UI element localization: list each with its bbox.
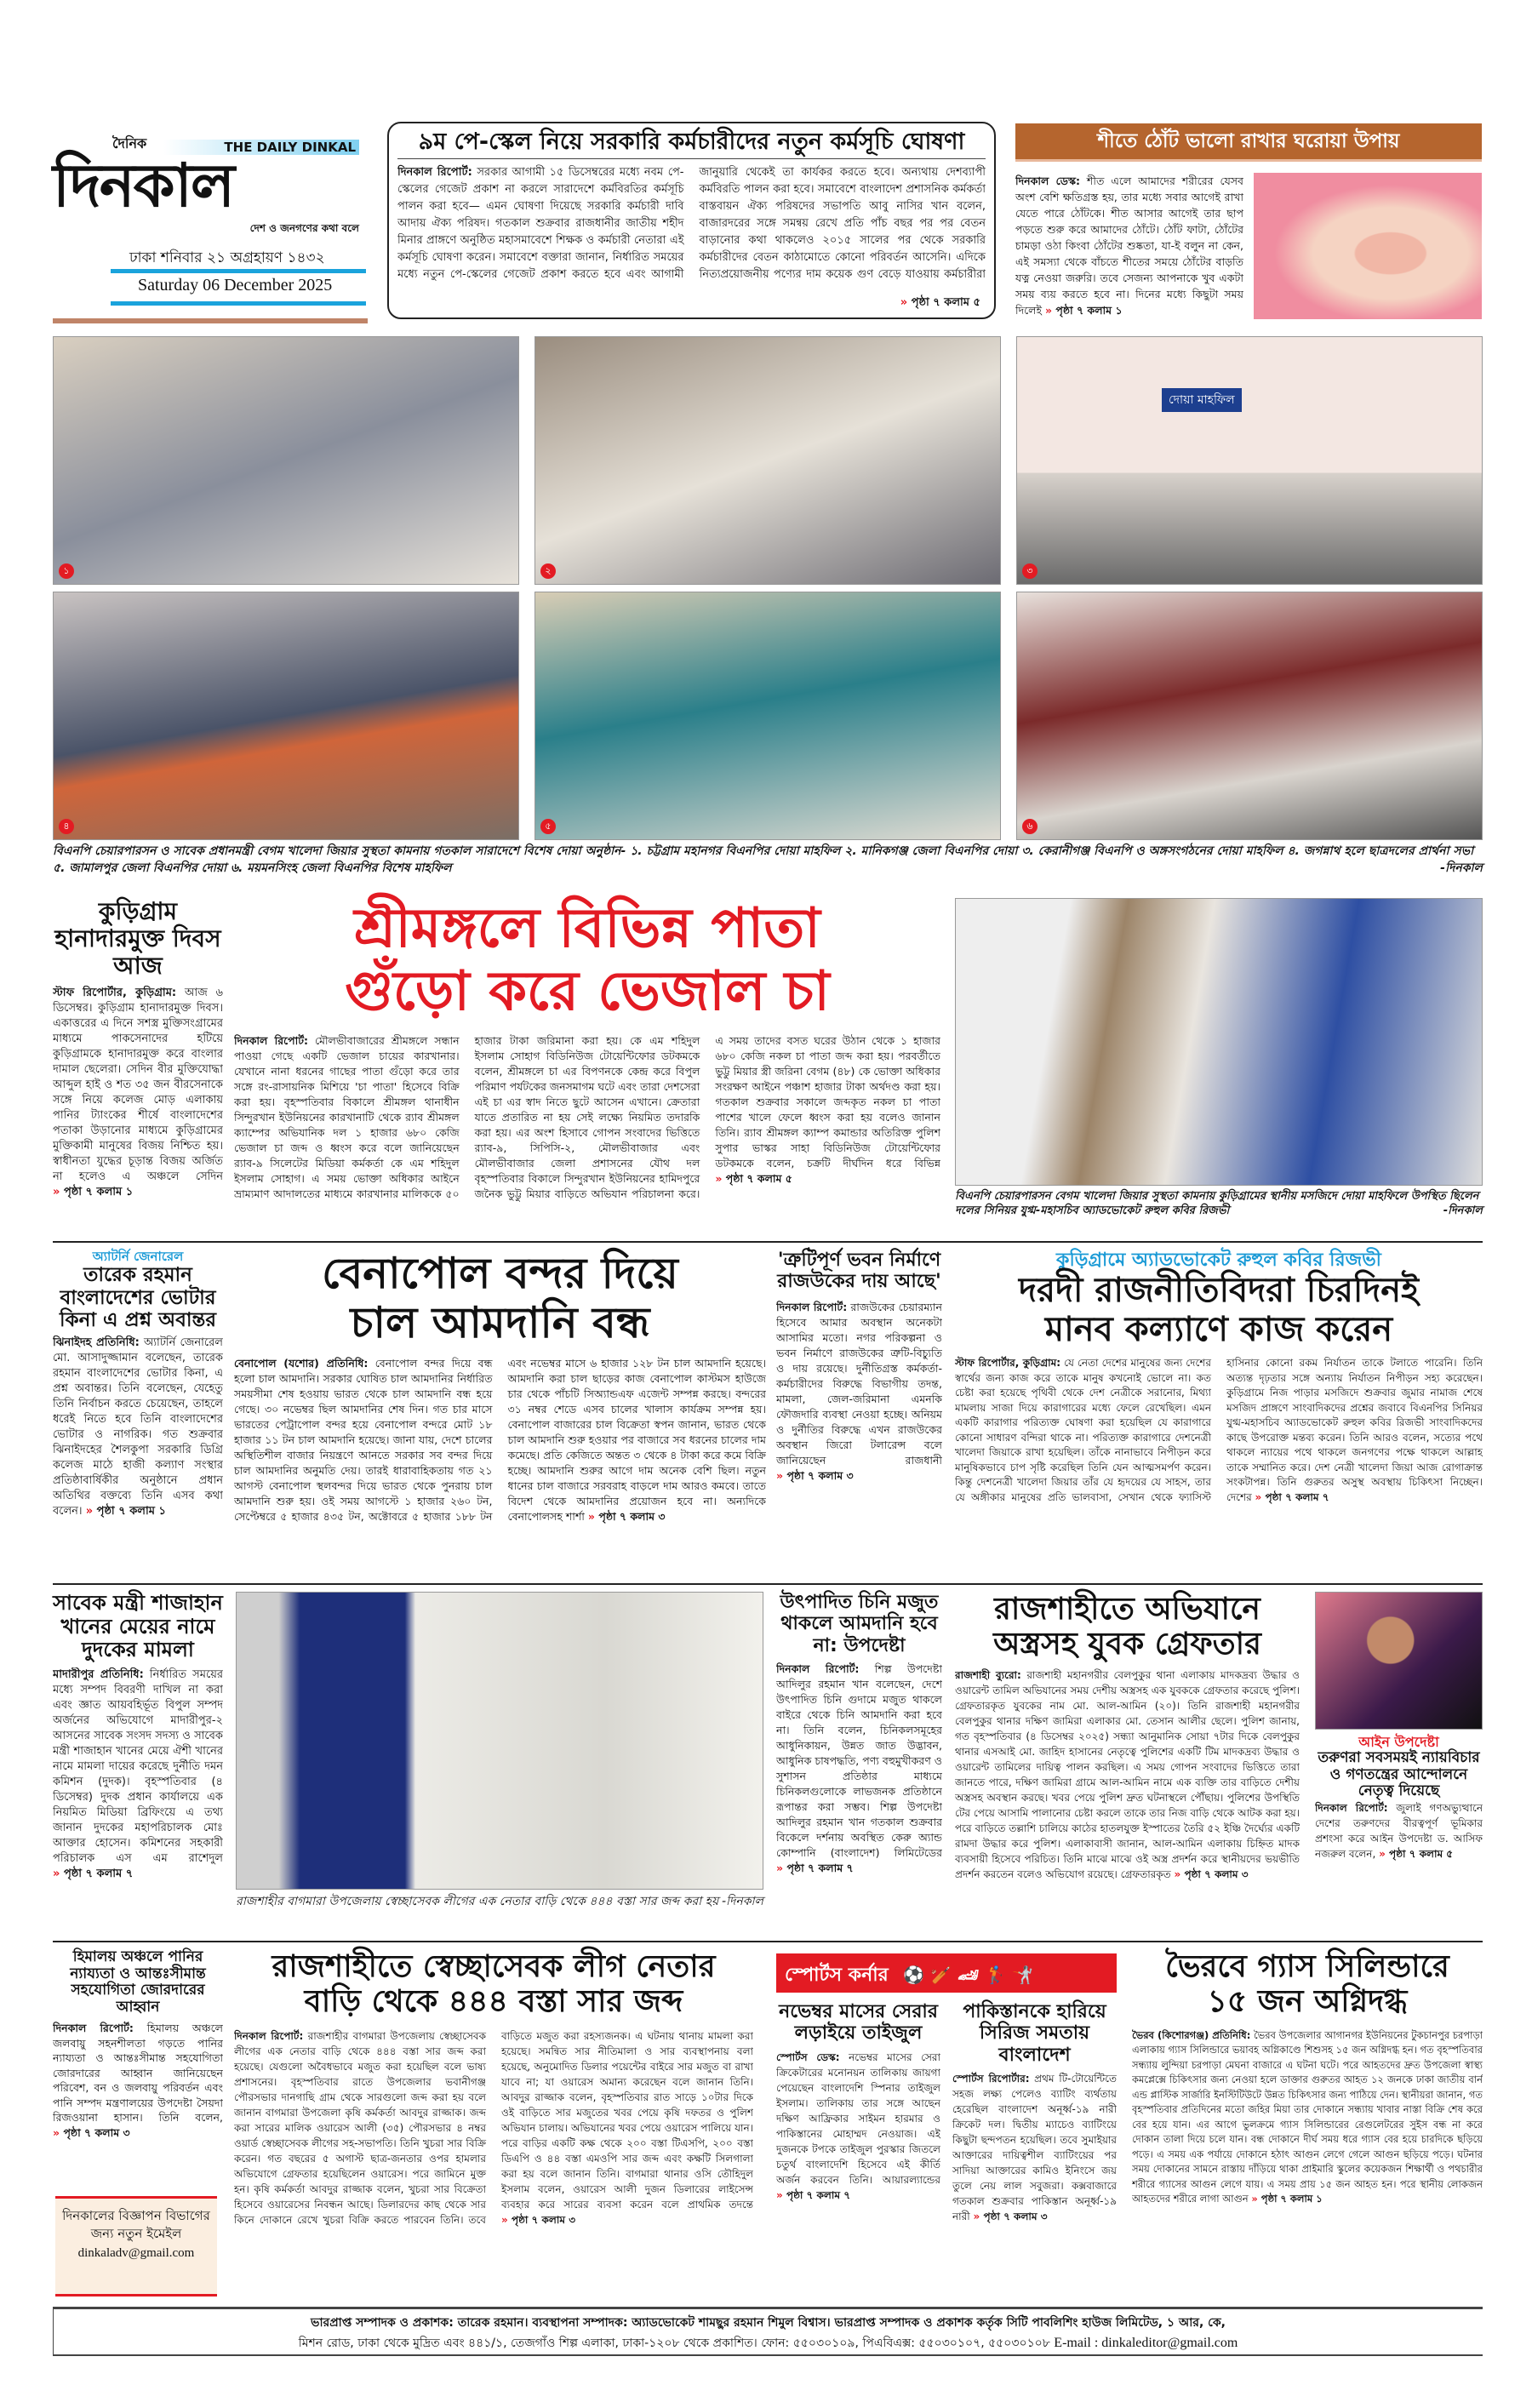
seizure-headline-2[interactable]: বাড়ি থেকে ৪৪৪ বস্তা সার জব্দ [304,1984,683,2020]
bhairab-headline-2[interactable]: ১৫ জন অগ্নিদগ্ধ [1207,1984,1408,2020]
masthead-tagline: দেশ ও জনগণের কথা বলে [249,222,359,234]
attorney-story: অ্যাটর্নি জেনারেল তারেক রহমান বাংলাদেশের ভোটার কিনা এ প্রশ্ন অবান্তর ঝিনাইদহ প্রতিনিধি: অ্যাটর্নি জেনারেল মো. আসাদুজ্জামান বলেছেন, তারেক রহমান বাংলাদেশের ভোটার কিনা, এ প্রশ্ন অবান্তর। তিনি বলেছেন, যেহেতু তিনি নির্বাচন করতে চেয়েছেন, তাহলে ধরেই নিতে হবে তিনি বাংলাদেশের ভোটার ও নাগরিক। গত শুক্রবার ঝিনাইদহের শৈলকুপা সরকারি ডিগ্রি কলেজ মাঠে হাজী কল্যাণ সংস্থার প্রতিষ্ঠাবার্ষিকীর অনুষ্ঠানে প্রধান অতিথির বক্তব্যে তিনি এসব কথা বলেন। » পৃষ্ঠা ৭ কলাম ১ [53,1250,223,1575]
tea-headline-1[interactable]: শ্রীমঙ্গলে বিভিন্ন পাতা [354,897,820,960]
sugar-story: উৎপাদিত চিনি মজুত থাকলে আমদানি হবে না: উপদেষ্টা দিনকাল রিপোর্ট: শিল্প উপদেষ্টা আদিলুর রহমান খান বলেছেন, দেশে উৎপাদিত চিনি গুদামে মজুত থাকলে বাইরে থেকে চিনি আমদানি করা হবে না। তিনি বলেন, চিনিকলসমূহের আধুনিকায়ন, উন্নত জাত উদ্ভাবন, আধুনিক চাষপদ্ধতি, পণ্য বহুমুখীকরণ ও সুশাসন প্রতিষ্ঠার মাধ্যমে চিনিকলগুলোকে লাভজনক প্রতিষ্ঠানে রূপান্তর করা সম্ভব। শিল্প উপদেষ্টা আদিলুর রহমান খান গতকাল শুক্রবার বিকেলে দর্শনায় অবস্থিত কেরু অ্যান্ড কোম্পানি (বাংলাদেশ) লিমিটেডের » পৃষ্ঠা ৭ কলাম ৭ [776,1592,942,1932]
fertilizer-photo-block: রাজশাহীর বাগমারা উপজেলায় স্বেচ্ছাসেবক লীগের এক নেতার বাড়ি থেকে ৪৪৪ বস্তা সার জব্দ করা হয় -দিনকাল [236,1592,763,1932]
photo-4: ৪ [53,592,519,840]
taijul-headline[interactable]: নভেম্বর মাসের সেরার লড়াইয়ে তাইজুল [779,2001,938,2045]
seizure-headline-1[interactable]: রাজশাহীতে স্বেচ্ছাসেবক লীগ নেতার [272,1949,716,1984]
masthead-prefix: দৈনিক [112,135,147,152]
himalaya-story: হিমালয় অঞ্চলে পানির ন্যায্যতা ও আন্তঃসীমান্ত সহযোগিতা জোরদারের আহ্বান দিনকাল রিপোর্ট: হিমালয় অঞ্চলে জলবায়ু সহনশীলতা গড়তে পানির ন্যায্যতা ও আন্তঃসীমান্ত সহযোগিতা জোরদারের আহ্বান জানিয়েছেন পরিবেশ, বন ও জলবায়ু পরিবর্তন এবং পানি সম্পদ মন্ত্রণালয়ের উপদেষ্টা সৈয়দা রিজওয়ানা হাসান। তিনি বলেন, » পৃষ্ঠা ৭ কলাম ৩ [53,1949,223,2141]
lead-body: দিনকাল রিপোর্ট: সরকার আগামী ১৫ ডিসেম্বরের মধ্যে নবম পে-স্কেলের গেজেট প্রকাশ না করলে সারাদেশে কর্মবিরতির কর্মসূচি পালন করা হবে— এমন ঘোষণা দিয়েছে সরকারি কর্মচারী দাবি আদায় ঐক্য পরিষদ। গতকাল শুক্রবার রাজধানীর জাতীয় শহীদ মিনার প্রাঙ্গণে অনুষ্ঠিত মহাসমাবেশে শিক্ষক ও কর্মচারী নেতারা এই কর্মসূচি ঘোষণা করেন। সমাবেশে বক্তারা জানান, নির্ধারিত সময়ের মধ্যে নতুন পে-স্কেলের গেজেট প্রকাশ করতে হবে এবং আগামী জানুয়ারি থেকেই তা কার্যকর করতে হবে। অন্যথায় দেশব্যাপী কর্মবিরতি পালন করা হবে। সমাবেশে বাংলাদেশ প্রশাসনিক কর্মকর্তা বাস্তবায়ন ঐক্য পরিষদের সভাপতি আবু নাসির খান বলেন, বাজারদরের সঙ্গে সমন্বয় রেখে প্রতি পাঁচ বছর পর পর বেতন বাড়ানোর কথা থাকলেও ২০১৫ সালের পর থেকে সরকারি কর্মচারীদের বেতন কাঠামোতে কোনো পরিবর্তন আসেনি। এদিকে নিত্যপ্রয়োজনীয় পণ্যের দাম কয়েক গুণ বেড়ে যাওয়ায় কর্মচারীরা [397,166,986,282]
imprint-footer: ভারপ্রাপ্ত সম্পাদক ও প্রকাশক: তারেক রহমান। ব্যবস্থাপনা সম্পাদক: অ্যাডভোকেট শামছুর রহমান শিমুল বিশ্বাস। ভারপ্রাপ্ত সম্পাদক ও প্রকাশক কর্তৃক সিটি পাবলিশিং হাউজ লিমিটেড, ১ আর, কে, মিশন রোড, ঢাকা থেকে মুদ্রিত এবং ৪৪১/১, তেজগাঁও শিল্প এলাকা, ঢাকা-১২০৮ থেকে প্রকাশিত। ফোন: ৫৫০৩০১০৯, পিএবিএক্স: ৫৫০৩০১০৭, ৫৫০৩০১০৮ E-mail : dinkaleditor@gmail.com [53,2307,1483,2356]
tea-headline-2[interactable]: গুঁড়ো করে ভেজাল চা [345,959,830,1023]
rizvi-headline-2[interactable]: মানব কল্যাণে কাজ করেন [1044,1310,1393,1350]
pakistan-story: পাকিস্তানকে হারিয়ে সিরিজ সমতায় বাংলাদেশ স্পোর্টস রিপোর্টার: প্রথম টি-টোয়েন্টিতে সহজ লক্ষ্য পেলেও ব্যাটিং ব্যর্থতায় হেরেছিল বাংলাদেশ অনূর্ধ্ব-১৯ নারী ক্রিকেট দল। দ্বিতীয় ম্যাচেও ব্যাটিংয়ে কিছুটা ছন্দপতন হয়েছিল। তবে সুমাইয়ার আক্তারের দায়িত্বশীল ব্যাটিংয়ের পর সাদিয়া আক্তারের কামিও ইনিংসে জয় তুলে নেয় লাল সবুজরা। কক্সবাজারে গতকাল শুক্রবার পাকিস্তান অনূর্ধ্ব-১৯ নারী » পৃষ্ঠা ৭ কলাম ৩ [952,2001,1117,2258]
rajuk-story: 'ত্রুটিপূর্ণ ভবন নির্মাণে রাজউকের দায় আছে' দিনকাল রিপোর্ট: রাজউকের চেয়ারম্যান হিসেবে আমার অবস্থান অনেকটা আসামির মতো। নগর পরিকল্পনা ও ভবন নির্মাণে রাজউকের ত্রুটি-বিচ্যুতি ও দায় রয়েছে। দুর্নীতিগ্রস্ত কর্মকর্তা-কর্মচারীদের বিরুদ্ধে বিভাগীয় তদন্ত, মামলা, জেল-জরিমানা এমনকি ফৌজদারি ব্যবস্থা নেওয়া হচ্ছে। অনিয়ম ও দুর্নীতির বিরুদ্ধে এখন রাজউকের অবস্থান জিরো টলারেন্স বলে জানিয়েছেন রাজধানী » পৃষ্ঠা ৭ কলাম ৩ [776,1250,942,1575]
benapole-headline-1[interactable]: বেনাপোল বন্দর দিয়ে [322,1249,678,1298]
rizvi-headline-1[interactable]: দরদী রাজনীতিবিদরা চিরদিনই [1019,1271,1419,1311]
law-adviser-photo [1315,1592,1483,1730]
photo-grid [53,336,1483,840]
masthead-logo: দিনকাল [53,151,234,220]
taijul-story: নভেম্বর মাসের সেরার লড়াইয়ে তাইজুল স্পোর্টস ডেস্ক: নভেম্বর মাসের সেরা ক্রিকেটারের মনোনয়ন তালিকায় জায়গা পেয়েছেন বাংলাদেশি স্পিনার তাইজুল ইসলাম। তালিকায় তার সঙ্গে আছেন দক্ষিণ আফ্রিকার সাইমন হারমার ও পাকিস্তানের মোহাম্মদ নেওয়াজ। এই দুজনকে টপকে তাইজুল পুরস্কার জিতলে চতুর্থ বাংলাদেশি হিসেবে এই কীর্তি অর্জন করবেন তিনি। আয়ারল্যান্ডের » পৃষ্ঠা ৭ কলাম ৭ [776,2001,940,2258]
sports-icons: ⚽ 🏏 🏎 🏌 🤺 [903,1965,1034,1985]
photo-3: দোয়া মাহফিল ৩ [1016,336,1483,585]
seizure-story: রাজশাহীতে স্বেচ্ছাসেবক লীগ নেতার বাড়ি থেকে ৪৪৪ বস্তা সার জব্দ দিনকাল রিপোর্ট: রাজশাহীর বাগমারা উপজেলায় স্বেচ্ছাসেবক লীগের এক নেতার বাড়ি থেকে ৪৪৪ বস্তা সার জব্দ করা হয়েছে। যেগুলো অবৈধভাবে মজুত করা হয়েছিল বলে ভাষ্য প্রশাসনের। বৃহস্পতিবার রাতে উপজেলার ভবানীগঞ্জ পৌরসভার দানগাছি গ্রাম থেকে সারগুলো জব্দ করা হয় বলে জানান বাগমারা উপজেলা কৃষি কর্মকর্তা আবদুর রাজ্জাক। জব্দ করা সারের মালিক ওয়ারেস আলী (৩৫) পৌরসভার ৪ নম্বর ওয়ার্ড স্বেচ্ছাসেবক লীগের সহ-সভাপতি। তিনি খুচরা সার বিক্রি করেন। গত বছরের ৫ অগাস্ট ছাত্র-জনতার ওপর হামলার অভিযোগে গ্রেফতার হয়েছিলেন ওয়ারেস। পরে জামিনে মুক্ত হন। কৃষি কর্মকর্তা আবদুর রাজ্জাক বলেন, খুচরা সার বিক্রেতা হিসেবে ওয়ারেসের নিবন্ধন আছে। ডিলারদের কাছ থেকে সার কিনে দোকানে রেখে খুচরা বিক্রি করতে পারবেন তিনি। তবে বাড়িতে মজুত করা রহস্যজনক। এ ঘটনায় থানায় মামলা করা হয়েছে। সমন্বিত সার নীতিমালা ও সার ব্যবস্থাপনায় বলা হয়েছে, অনুমোদিত ডিলার পয়েন্টের বাইরে সার মজুত বা রাখা যাবে না; যা ওয়ারেস অমান্য করেছেন বলে জানান তিনি। আবদুর রাজ্জাক বলেন, বৃহস্পতিবার রাত সাড়ে ১০টার দিকে ওই বাড়িতে সার মজুতের খবর পেয়ে কৃষি দফতর ও পুলিশ অভিযান চালায়। অভিযানের খবর পেয়ে ওয়ারেস পালিয়ে যান। পরে বাড়ির একটি কক্ষ থেকে ২০০ বস্তা টিএসপি, ২০০ বস্তা ডিএপি ও ৪৪ বস্তা এমওপি সার জব্দ এবং কক্ষটি সিলগালা করা হয় বলে জানান তিনি। বাগমারা থানার ওসি তৌহিদুল ইসলাম বলেন, ওয়ারেস আলী দুজন ডিলারের লাইসেন্স ব্যবহার করে সারের ব্যবসা করেন বলে প্রাথমিক তদন্তে » পৃষ্ঠা ৭ কলাম ৩ [234,1949,753,2298]
law-adviser-story: আইন উপদেষ্টা তরুণরা সবসময়ই ন্যায়বিচার ও গণতন্ত্রের আন্দোলনে নেতৃত্ব দিয়েছে দিনকাল রিপোর্ট: জুলাই গণঅভ্যুত্থানে দেশের তরুণদের বীরত্বপূর্ণ ভূমিকার প্রশংসা করে আইন উপদেষ্টা ড. আসিফ নজরুল বলেন, » পৃষ্ঠা ৭ কলাম ৫ [1315,1592,1483,1932]
kurigram-free-story: কুড়িগ্রাম হানাদারমুক্ত দিবস আজ স্টাফ রিপোর্টার, কুড়িগ্রাম: আজ ৬ ডিসেম্বর। কুড়িগ্রাম হানাদারমুক্ত দিবস। একাত্তরের এ দিনে সশস্ত্র মুক্তিসংগ্রামের মাধ্যমে পাকসেনাদের হটিয়ে কুড়িগ্রামকে হানাদারমুক্ত করে বাংলার দামাল ছেলেরা। সেদিন বীর মুক্তিযোদ্ধা আব্দুল হাই ও শত ৩৫ জন বীরসেনাকে সঙ্গে নিয়ে কলেজ মোড় এলাকায় পানির ট্যাংকের শীর্ষে বাংলাদেশের পতাকা উড়ানোর মাধ্যমে কুড়িগ্রামের মুক্তিকামী মানুষের বিজয় নিশ্চিত হয়। স্বাধীনতা যুদ্ধের চূড়ান্ত বিজয় অর্জিত না হলেও এ অঞ্চলে সেদিন » পৃষ্ঠা ৭ কলাম ১ [53,898,223,1234]
ad-email-box: দিনকালের বিজ্ঞাপন বিভাগের জন্য নতুন ইমেইল dinkaladv@gmail.com [55,2196,217,2296]
lips-body: দিনকাল ডেস্ক: শীত এলে আমাদের শরীরের যেসব অংশ বেশি ক্ষতিগ্রস্ত হয়, তার মধ্যে সবার আগেই রাখা যেতে পারে ঠোঁটকে। শীত আসার আগেই তার ছাপ পড়তে শুরু করে আমাদের ঠোঁটে। ঠোঁট ফাটা, ঠোঁটের চামড়া ওঠা কিংবা ঠোঁটের শুষ্কতা, যা-ই বলুন না কেন, এই সমস্যা থেকে বাঁচতে শীতের সময়ে ঠোঁটের বাড়তি যত্ন নেওয়া জরুরি। তবে সেজন্য আপনাকে খুব একটা সময় ব্যয় করতে হবে না। দিনের মধ্যে কিছুটা সময় দিলেই » পৃষ্ঠা ৭ কলাম ১ [1015,173,1243,319]
arrest-headline-2[interactable]: অস্ত্রসহ যুবক গ্রেফতার [993,1627,1261,1662]
arrest-headline-1[interactable]: রাজশাহীতে অভিযানে [994,1592,1260,1627]
fertilizer-photo [236,1592,763,1890]
masthead-english: THE DAILY DINKAL [163,140,359,155]
ad-email-link[interactable]: dinkaladv@gmail.com [77,2246,195,2260]
lips-story [1015,123,1482,321]
photo-6: ৬ [1016,592,1483,840]
tea-story: শ্রীমঙ্গলে বিভিন্ন পাতা গুঁড়ো করে ভেজাল চা দিনকাল রিপোর্ট: মৌলভীবাজারের শ্রীমঙ্গলে সন্ধান পাওয়া গেছে একটি ভেজাল চায়ের কারখানার। যেখানে নানা ধরনের গাছের পাতা গুঁড়ো করে তার সঙ্গে রং-রাসায়নিক মিশিয়ে 'চা পাতা' হিসেবে বিক্রি করা হয়। বৃহস্পতিবার বিকালে শ্রীমঙ্গল থানাধীন সিন্দুরখান ইউনিয়নের কারখানাটি থেকে র‍্যাব শ্রীমঙ্গল ক্যাম্পের অভিযানিক দল ১ হাজার ৬৮০ কেজি ভেজাল চা জব্দ ও ধ্বংস করে বলে জানিয়েছেন র‍্যাব-৯ সিলেটের মিডিয়া কর্মকর্তা কে এম শহিদুল ইসলাম সোহাগ। এ সময় ভোক্তা অধিকার আইনে ভ্রাম্যমাণ আদালতের মাধ্যমে কারখানার মালিককে ৫০ হাজার টাকা জরিমানা করা হয়। কে এম শহিদুল ইসলাম সোহাগ বিডিনিউজ টোয়েন্টিফোর ডটকমকে বলেন, শ্রীমঙ্গলে চা এর বিপণনকে কেন্দ্র করে বিপুল পরিমাণ পর্যটকের জনসমাগম ঘটে এবং তারা দেশসেরা এই চা এর স্বাদ নিতে ছুটে আসেন এখানে। ক্রেতারা যাতে প্রতারিত না হয় সেই লক্ষ্যে নিয়মিত তদারকি করা হয়। এর অংশ হিসাবে গোপন সংবাদের ভিত্তিতে র‍্যাব-৯, সিপিসি-২, মৌলভীবাজার এবং মৌলভীবাজার জেলা প্রশাসনের যৌথ দল বৃহস্পতিবার বিকালে সিন্দুরখান ইউনিয়নের হামিদপুরে জনৈক ভুট্টু মিয়ার বাড়িতে অভিযান পরিচালনা করে। এ সময় তাদের বসত ঘরের উঠান থেকে ১ হাজার ৬৮০ কেজি নকল চা পাতা জব্দ করা হয়। পরবর্তীতে ভুট্টু মিয়ার স্ত্রী জরিনা বেগম (৪৮) কে ভোক্তা অধিকার সংরক্ষণ আইনে পঞ্চাশ হাজার টাকা অর্থদণ্ড করা হয়। গতকাল শুক্রবার সকালে জব্দকৃত নকল চা পাতা পাশের খালে ফেলে ধ্বংস করা হয় বলেও জানান তিনি। র‍্যাব শ্রীমঙ্গল ক্যাম্প কমান্ডার অতিরিক্ত পুলিশ সুপার ভাস্কর সাহা বিডিনিউজ টোয়েন্টিফোর ডটকমকে বলেন, চক্রটি দীর্ঘদিন ধরে বিভিন্ন » পৃষ্ঠা ৭ কলাম ৫ [234,898,940,1234]
date-bengali: ঢাকা শনিবার ২১ অগ্রহায়ণ ১৪৩২ [129,249,325,266]
rizvi-kicker: কুড়িগ্রামে অ্যাডভোকেট রুহুল কবির রিজভী [1056,1250,1381,1271]
benapole-headline-2[interactable]: চাল আমদানি বন্ধ [350,1297,650,1347]
sports-banner: স্পোর্টস কর্নার ⚽ 🏏 🏎 🏌 🤺 [776,1953,1117,1993]
sports-corner [776,1953,1117,2298]
law-adviser-headline[interactable]: তরুণরা সবসময়ই ন্যায়বিচার ও গণতন্ত্রের আন্দোলনে নেতৃত্ব দিয়েছে [1318,1749,1480,1800]
pakistan-headline[interactable]: পাকিস্তানকে হারিয়ে সিরিজ সমতায় বাংলাদেশ [963,2001,1106,2066]
kurigram-free-headline[interactable]: কুড়িগ্রাম হানাদারমুক্ত দিবস আজ [54,897,221,981]
date-english: Saturday 06 December 2025 [138,276,333,295]
lips-photo [1254,173,1482,319]
himalaya-headline[interactable]: হিমালয় অঞ্চলে পানির ন্যায্যতা ও আন্তঃসীমান্ত সহযোগিতা জোরদারের আহ্বান [70,1948,206,2016]
attorney-headline[interactable]: তারেক রহমান বাংলাদেশের ভোটার কিনা এ প্রশ্ন অবান্তর [59,1264,217,1332]
photo-2: ২ [534,336,1001,585]
attorney-kicker: অ্যাটর্নি জেনারেল [92,1249,184,1264]
photo-5: ৫ [534,592,1001,840]
lead-jump-link[interactable]: » পৃষ্ঠা ৭ কলাম ৫ [897,295,980,311]
bhairab-headline-1[interactable]: ভৈরবে গ্যাস সিলিন্ডারে [1165,1949,1449,1984]
rizvi-story: কুড়িগ্রামে অ্যাডভোকেট রুহুল কবির রিজভী দরদী রাজনীতিবিদরা চিরদিনই মানব কল্যাণে কাজ করেন স্টাফ রিপোর্টার, কুড়িগ্রাম: যে নেতা দেশের মানুষের জন্য দেশের স্বার্থের জন্য কাজ করে তাকে মানুষ কখনোই ভোলে না। কত চেষ্টা করা হয়েছে পৃথিবী থেকে দেশ নেত্রীকে সরানোর, মিথ্যা মামলায় সাজা দিয়ে কারাগারের মধ্যে ফেলে রেখেছিল। এমন একটি কারাগার পরিত্যক্ত ঘোষণা করা হয়েছিল যে কারাগারে কোনো সাধারণ বন্দিরা থাকে না। পরিত্যক্ত কারাগারে দেশনেত্রী খালেদা জিয়াকে রাখা হয়েছিল। তাঁকে নানাভাবে নিপীড়ন করে মানুষিকভাবে চাপ সৃষ্টি করেছিল তিনি যেন আত্মসমর্পণ করেন। কিন্তু দেশনেত্রী খালেদা জিয়ার তাঁর যে হৃদয়ের যে সাহস, তার যে অঙ্গীকার মানুষের প্রতি ভালবাসা, সেখান থেকে ফ্যাসিস্ট হাসিনার কোনো রকম নির্যাতন তাকে টলাতে পারেনি। তিনি অত্যন্ত দৃঢ়তার সঙ্গে অন্যায় নির্যাতন নিপীড়ন সহ্য করেছেন। কুড়িগ্রামে নিজ পাড়ার মসজিদে শুক্রবার জুমার নামাজ শেষে মসজিদ প্রাঙ্গণে সাংবাদিকদের প্রশ্নের জবাবে বিএনপির সিনিয়র যুগ্ম-মহাসচিব অ্যাডভোকেট রুহুল কবির রিজভী সাংবাদিকদের কাছে উপরোক্ত মন্তব্য করেন। তিনি আরও বলেন, সত্যের পথে থাকলে ন্যায়ের পথে থাকলে জনগণের পক্ষে থাকলে আল্লাহ তাকে সম্মানিত করে। দেশ নেত্রী খালেদা জিয়া আজ রোগাক্রান্ত সংকটাপন্ন। তিনি গুরুতর অসুস্থ অবস্থায় চিকিৎসা নিচ্ছেন। দেশের » পৃষ্ঠা ৭ কলাম ৭ [955,1250,1483,1575]
lead-story [387,122,996,319]
arrest-story: রাজশাহীতে অভিযানে অস্ত্রসহ যুবক গ্রেফতার রাজশাহী ব্যুরো: রাজশাহী মহানগরীর বেলপুকুর থানা এলাকায় মাদকদ্রব্য উদ্ধার ও ওয়ারেন্ট তামিল অভিযানের সময় দেশীয় অস্ত্রসহ এক যুবককে গ্রেফতার করেছে পুলিশ। গ্রেফতারকৃত যুবকের নাম মো. আল-আমিন (২০)। তিনি রাজশাহী মহানগরীর বেলপুকুর থানার দক্ষিণ জামিরা এলাকার মো. তেসান আলীর ছেলে। পুলিশ জানায়, গত বৃহস্পতিবার (৪ ডিসেম্বর ২০২৫) সন্ধ্যা আনুমানিক সোয়া ৭টার দিকে বেলপুকুর থানার এসআই মো. জাহিদ হাসানের নেতৃত্বে পুলিশের একটি টিম মাদকদ্রব্য উদ্ধার ও ওয়ারেন্ট তামিলের দায়িত্ব পালন করছিল। এ সময় গোপন সংবাদের ভিত্তিতে তারা জানতে পারে, দক্ষিণ জামিরা গ্রামে আল-আমিন নামে এক ব্যক্তি তার বাড়িতে দেশীয় অস্ত্রসহ অবস্থান করছে। খবর পেয়ে পুলিশ দ্রুত ঘটনাস্থলে পৌঁছায়। পুলিশের উপস্থিতি টের পেয়ে আসামি পালানোর চেষ্টা করলে তাকে তার নিজ বাড়ি থেকে আটক করা হয়। পরে বাড়িতে তল্লাশি চালিয়ে কাঠের হাতলযুক্ত ইস্পাতের তৈরি ৫২ ইঞ্চি দৈর্ঘ্যের একটি রামদা উদ্ধার করে পুলিশ। এলাকাবাসী জানান, আল-আমিন এলাকায় চিহ্নিত মাদক ব্যবসায়ী হিসেবে পরিচিত। তিনি মাঝে মাঝে ওই অস্ত্র প্রদর্শন করে স্থানীয়দের ভয়ভীতি প্রদর্শন করতেন বলেও অভিযোগ রয়েছে। গ্রেফতারকৃত » পৃষ্ঠা ৭ কলাম ৩ [955,1592,1300,1932]
photo-grid-caption: বিএনপি চেয়ারপারসন ও সাবেক প্রধানমন্ত্রী বেগম খালেদা জিয়ার সুস্থতা কামনায় গতকাল সারাদেশে বিশেষ দোয়া অনুষ্ঠান- ১. চট্টগ্রাম মহানগর বিএনপির দোয়া মাহফিল ২. মানিকগঞ্জ জেলা বিএনপির দোয়া ৩. কেরানীগঞ্জ বিএনপি ও অঙ্গসংগঠনের দোয়া মাহফিল ৪. জগন্নাথ হলে ছাত্রদলের প্রার্থনা সভা ৫. জামালপুর জেলা বিএনপির দোয়া ৬. ময়মনসিংহ জেলা বিএনপির বিশেষ মাহফিল -দিনকাল [53,844,1483,875]
mosque-photo [955,898,1483,1186]
law-adviser-kicker: আইন উপদেষ্টা [1358,1734,1439,1750]
masthead [53,126,368,323]
footer-email[interactable]: E-mail : dinkaleditor@gmail.com [1054,2336,1238,2350]
mosque-photo-block: বিএনপি চেয়ারপারসন বেগম খালেদা জিয়ার সুস্থতা কামনায় কুড়িগ্রামের স্থানীয় মসজিদে দোয়া মাহফিলে উপস্থিত ছিলেন দলের সিনিয়র যুগ্ম-মহাসচিব অ্যাডভোকেট রুহুল কবির রিজভী -দিনকাল [955,898,1483,1230]
lips-headline[interactable]: শীতে ঠোঁট ভালো রাখার ঘরোয়া উপায় [1015,123,1482,162]
sugar-headline[interactable]: উৎপাদিত চিনি মজুত থাকলে আমদানি হবে না: উপদেষ্টা [780,1592,939,1656]
dudok-story: সাবেক মন্ত্রী শাজাহান খানের মেয়ের নামে দুদকের মামলা মাদারীপুর প্রতিনিধি: নির্ধারিত সময়ের মধ্যে সম্পদ বিবরণী দাখিল না করা এবং জ্ঞাত আয়বহির্ভূত বিপুল সম্পদ অর্জনের অভিযোগে মাদারীপুর-২ আসনের সাবেক সংসদ সদস্য ও সাবেক মন্ত্রী শাজাহান খানের মেয়ে ঐশী খানের নামে মামলা দায়ের করেছে দুর্নীতি দমন কমিশন (দুদক)। বৃহস্পতিবার (৪ ডিসেম্বর) দুদক প্রধান কার্যালয়ে এক নিয়মিত মিডিয়া ব্রিফিংয়ে এ তথ্য জানান দুদকের মহাপরিচালক মোঃ আক্তার হোসেন। কমিশনের সহকারী পরিচালক এস এম রাশেদুল » পৃষ্ঠা ৭ কলাম ৭ [53,1592,223,1932]
benapole-story: বেনাপোল বন্দর দিয়ে চাল আমদানি বন্ধ বেনাপোল (যশোর) প্রতিনিধি: বেনাপোল বন্দর দিয়ে বন্ধ হলো চাল আমদানি। সরকার ঘোষিত চাল আমদানির নির্ধারিত সময়সীমা শেষ হওয়ায় ভারত থেকে চাল আমদানি বন্ধ হয়ে গেছে। ৩০ নভেম্বর ছিল আমদানির শেষ দিন। গত চার মাসে ভারতের পেট্রাপোল বন্দর হয়ে বেনাপোল বন্দরে মোট ১৮ হাজার ১১ টন চাল আমদানি হয়েছে। জানা যায়, দেশে চালের অস্থিতিশীল বাজার নিয়ন্ত্রণে আনতে সরকার সব বন্দর দিয়ে চাল আমদানির অনুমতি দেয়। তারই ধারাবাহিকতায় গত ২১ আগস্ট বেনাপোল স্থলবন্দর দিয়ে ভারত থেকে পুনরায় চাল আমদানি শুরু হয়। ওই সময় আগস্টে ১ হাজার ২৬০ টন, সেপ্টেম্বরে ৫ হাজার ৪৩৫ টন, অক্টোবরে ৫ হাজার ১৮৮ টন এবং নভেম্বর মাসে ৬ হাজার ১২৮ টন চাল আমদানি হয়েছে। আমদানি করা চাল ছাড়ের কাজ বেনাপোল কাস্টমস হাউজে চার থেকে পাঁচটি সিঅ্যান্ডএফ এজেন্ট সম্পন্ন করছে। বন্দরের ৩১ নম্বর শেডে এসব চালের খালাস কার্যক্রম সম্পন্ন হয়। বেনাপোল বাজারের চাল বিক্রেতা স্বপন জানান, ভারত থেকে চাল আমদানি শুরু হওয়ার পর বাজারে সব ধরনের চালের দাম কমেছে। প্রতি কেজিতে অন্তত ৩ থেকে ৪ টাকা করে কমে বিক্রি হচ্ছে। আমদানি শুরুর আগে দাম অনেক বেশি ছিল। নতুন ধানের চাল বাজারে সরবরাহ বাড়লে দাম আরও কমবে। তাতে বিদেশ থেকে আমদানির প্রয়োজন হবে না। অন্যদিকে বেনাপোলসহ শার্শা » পৃষ্ঠা ৭ কলাম ৩ [234,1250,766,1575]
photo-1: ১ [53,336,519,585]
bhairab-story: ভৈরবে গ্যাস সিলিন্ডারে ১৫ জন অগ্নিদগ্ধ ভৈরব (কিশোরগঞ্জ) প্রতিনিধি: ভৈরব উপজেলার আগানগর ইউনিয়নের টুকচানপুর চরপাড়া এলাকায় গ্যাস সিলিন্ডারে ভয়াবহ অগ্নিকাণ্ডে শিশুসহ ১৫ জন অগ্নিদগ্ধ হন। গত বৃহস্পতিবার সন্ধ্যায় লুন্দিয়া চরপাড়া মেঘনা বাজারে এ ঘটনা ঘটে। পরে আহতদের দ্রুত উপজেলা স্বাস্থ্য কমপ্লেক্সে চিকিৎসার জন্য নেওয়া হলে ডাক্তার গুরুতর আহত ১২ জনকে ঢাকা জাতীয় বার্ন এন্ড প্লাস্টিক সার্জারি ইনস্টিটিউটে উন্নত চিকিৎসার জন্য পাঠিয়ে দেন। স্থানীয়রা জানান, গত বৃহস্পতিবার প্রতিদিনের মতো জহির মিয়া তার দোকানে সন্ধ্যায় খাবার নাস্তা বিক্রি শেষ করে বের হয়ে যান। এর আগে ভুলক্রমে গ্যাস সিলিন্ডারের রেগুলেটরের সুইস বন্ধ না করে দোকান তালা দিয়ে চলে যান। বন্ধ দোকানে দীর্ঘ সময় ধরে গ্যাস বের হয়ে চারদিকে ছড়িয়ে পড়ে। এ সময় এক পর্যায়ে দোকানে হঠাৎ আগুন লেগে গেলে আগুন ছড়িয়ে পড়ে। ঘটনার সময় দোকানের সামনে রাস্তায় দাঁড়িয়ে থাকা প্রাইমারি স্কুলের কয়েকজন শিক্ষার্থী ও পথচারীর শরীরে গ্যাসের আগুন লেগে যায়। এ সময় প্রায় ১৫ জন আহত হন। পরে স্থানীয় লোকজন আহতদের শরীরে লাগা আগুন » পৃষ্ঠা ৭ কলাম ১ [1132,1949,1483,2298]
dudok-headline[interactable]: সাবেক মন্ত্রী শাজাহান খানের মেয়ের নামে দুদকের মামলা [53,1591,223,1662]
rajuk-headline[interactable]: 'ত্রুটিপূর্ণ ভবন নির্মাণে রাজউকের দায় আছে' [777,1250,941,1293]
lead-headline[interactable]: ৯ম পে-স্কেল নিয়ে সরকারি কর্মচারীদের নতুন কর্মসূচি ঘোষণা [397,129,986,159]
